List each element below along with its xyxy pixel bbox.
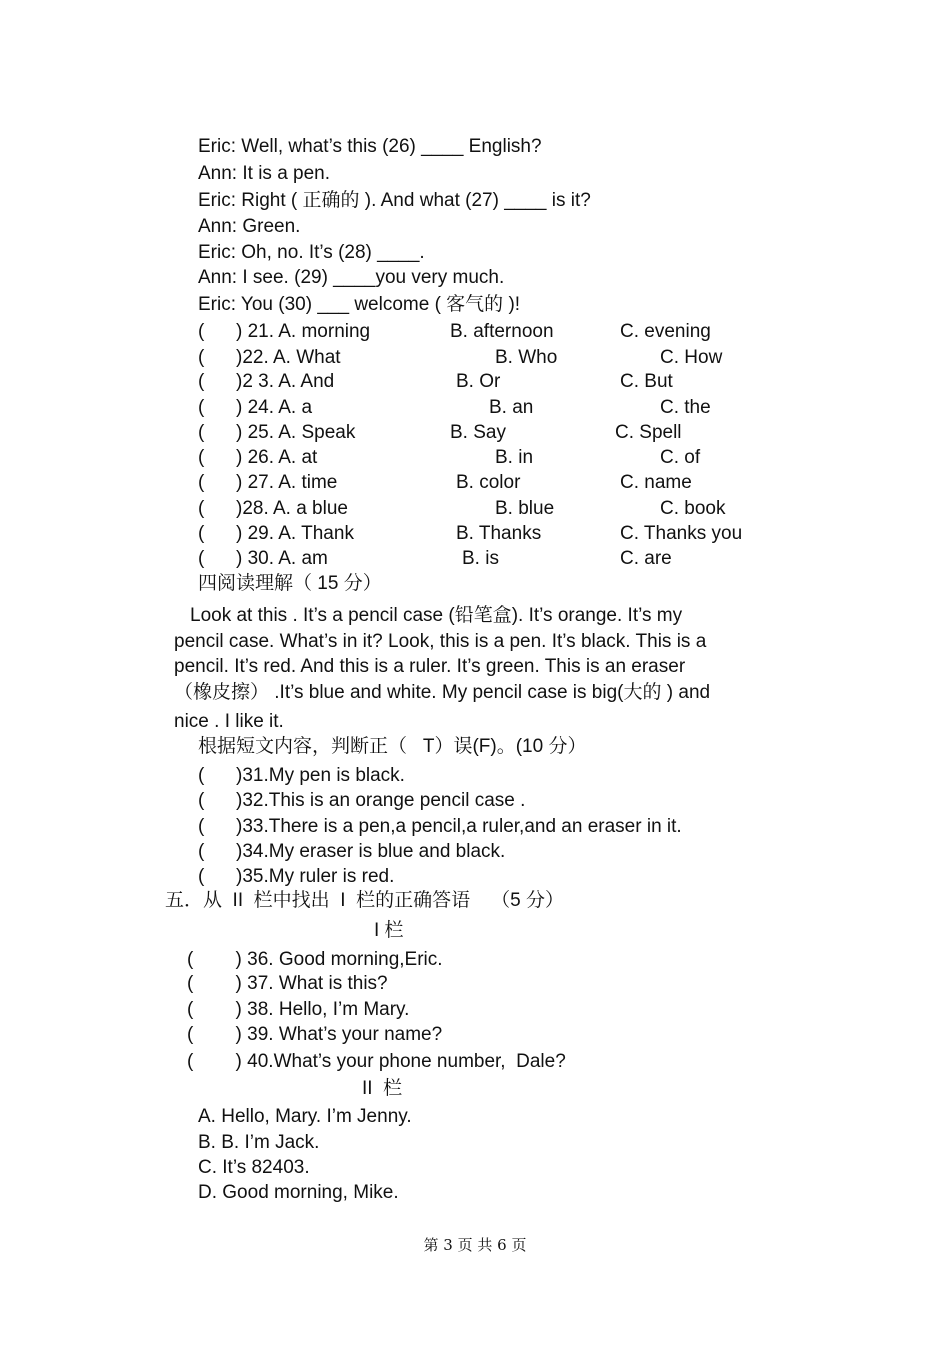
mc-question: ( ) 29. A. Thank (198, 523, 354, 544)
section-instruction: 根据短文内容，判断正（ T）误(F)。(10 分） (198, 736, 587, 757)
mc-option-c: C. are (620, 548, 672, 569)
mc-option-c: C. But (620, 371, 673, 392)
answer-item: B. B. I’m Jack. (198, 1132, 320, 1153)
dialogue-line: Ann: Green. (198, 216, 301, 237)
mc-option-b: B. in (495, 447, 534, 468)
match-item: ( ) 36. Good morning,Eric. (187, 949, 443, 970)
column-heading: I 栏 (374, 920, 404, 941)
mc-question: ( )22. A. What (198, 347, 341, 368)
match-item: ( ) 39. What’s your name? (187, 1024, 443, 1045)
mc-option-b: B. Thanks (456, 523, 542, 544)
mc-question: ( ) 30. A. am (198, 548, 328, 569)
tf-item: ( )33.There is a pen,a pencil,a ruler,and an eraser in it. (198, 816, 682, 837)
tf-item: ( )35.My ruler is red. (198, 866, 395, 887)
mc-option-c: C. of (660, 447, 701, 468)
mc-question: ( ) 24. A. a (198, 397, 313, 418)
answer-item: C. It’s 82403. (198, 1157, 310, 1178)
passage-line: pencil case. What’s in it? Look, this is a pen. It’s black. This is a (174, 631, 707, 652)
mc-option-b: B. color (456, 472, 521, 493)
mc-option-c: C. the (660, 397, 711, 418)
answer-item: D. Good morning, Mike. (198, 1182, 399, 1203)
passage-line: pencil. It’s red. And this is a ruler. It’s green. This is an eraser (174, 656, 686, 677)
mc-option-b: B. Or (456, 371, 501, 392)
passage-line: Look at this . It’s a pencil case (铅笔盒). It’s orange. It’s my (190, 605, 683, 626)
mc-option-b: B. afternoon (450, 321, 554, 342)
page-number: 第 3 页 共 6 页 (423, 1236, 527, 1254)
dialogue-line: Eric: Right ( 正确的 ). And what (27) ____ is it? (198, 190, 591, 211)
mc-option-c: C. book (660, 498, 726, 519)
match-item: ( ) 40.What’s your phone number, Dale? (187, 1051, 566, 1072)
dialogue-line: Ann: I see. (29) ____you very much. (198, 267, 505, 288)
tf-item: ( )34.My eraser is blue and black. (198, 841, 506, 862)
mc-option-b: B. Say (450, 422, 506, 443)
match-item: ( ) 38. Hello, I’m Mary. (187, 999, 410, 1020)
mc-option-c: C. Spell (615, 422, 682, 443)
section-title: 五．从 II 栏中找出 I 栏的正确答语 （5 分） (165, 890, 565, 911)
answer-item: A. Hello, Mary. I’m Jenny. (198, 1106, 412, 1127)
mc-option-c: C. evening (620, 321, 711, 342)
mc-option-c: C. name (620, 472, 692, 493)
mc-option-b: B. is (462, 548, 499, 569)
section-title: 四阅读理解（ 15 分） (198, 573, 382, 594)
mc-option-c: C. Thanks you (620, 523, 743, 544)
passage-line: nice . I like it. (174, 711, 284, 732)
mc-question: ( ) 27. A. time (198, 472, 338, 493)
mc-question: ( ) 21. A. morning (198, 321, 371, 342)
mc-option-b: B. blue (495, 498, 555, 519)
mc-question: ( ) 25. A. Speak (198, 422, 356, 443)
mc-question: ( )28. A. a blue (198, 498, 348, 519)
tf-item: ( )31.My pen is black. (198, 765, 405, 786)
dialogue-line: Eric: Oh, no. It’s (28) ____. (198, 242, 425, 263)
passage-line: （橡皮擦） .It’s blue and white. My pencil case is big(大的 ) and (174, 682, 711, 703)
mc-option-b: B. Who (495, 347, 558, 368)
mc-question: ( ) 26. A. at (198, 447, 318, 468)
match-item: ( ) 37. What is this? (187, 973, 388, 994)
mc-question: ( )2 3. A. And (198, 371, 335, 392)
dialogue-line: Eric: You (30) ___ welcome ( 客气的 )! (198, 294, 521, 315)
dialogue-line: Ann: It is a pen. (198, 163, 331, 184)
mc-option-c: C. How (660, 347, 723, 368)
column-heading: II 栏 (362, 1078, 403, 1099)
mc-option-b: B. an (489, 397, 534, 418)
dialogue-line: Eric: Well, what’s this (26) ____ English? (198, 136, 542, 157)
tf-item: ( )32.This is an orange pencil case . (198, 790, 526, 811)
